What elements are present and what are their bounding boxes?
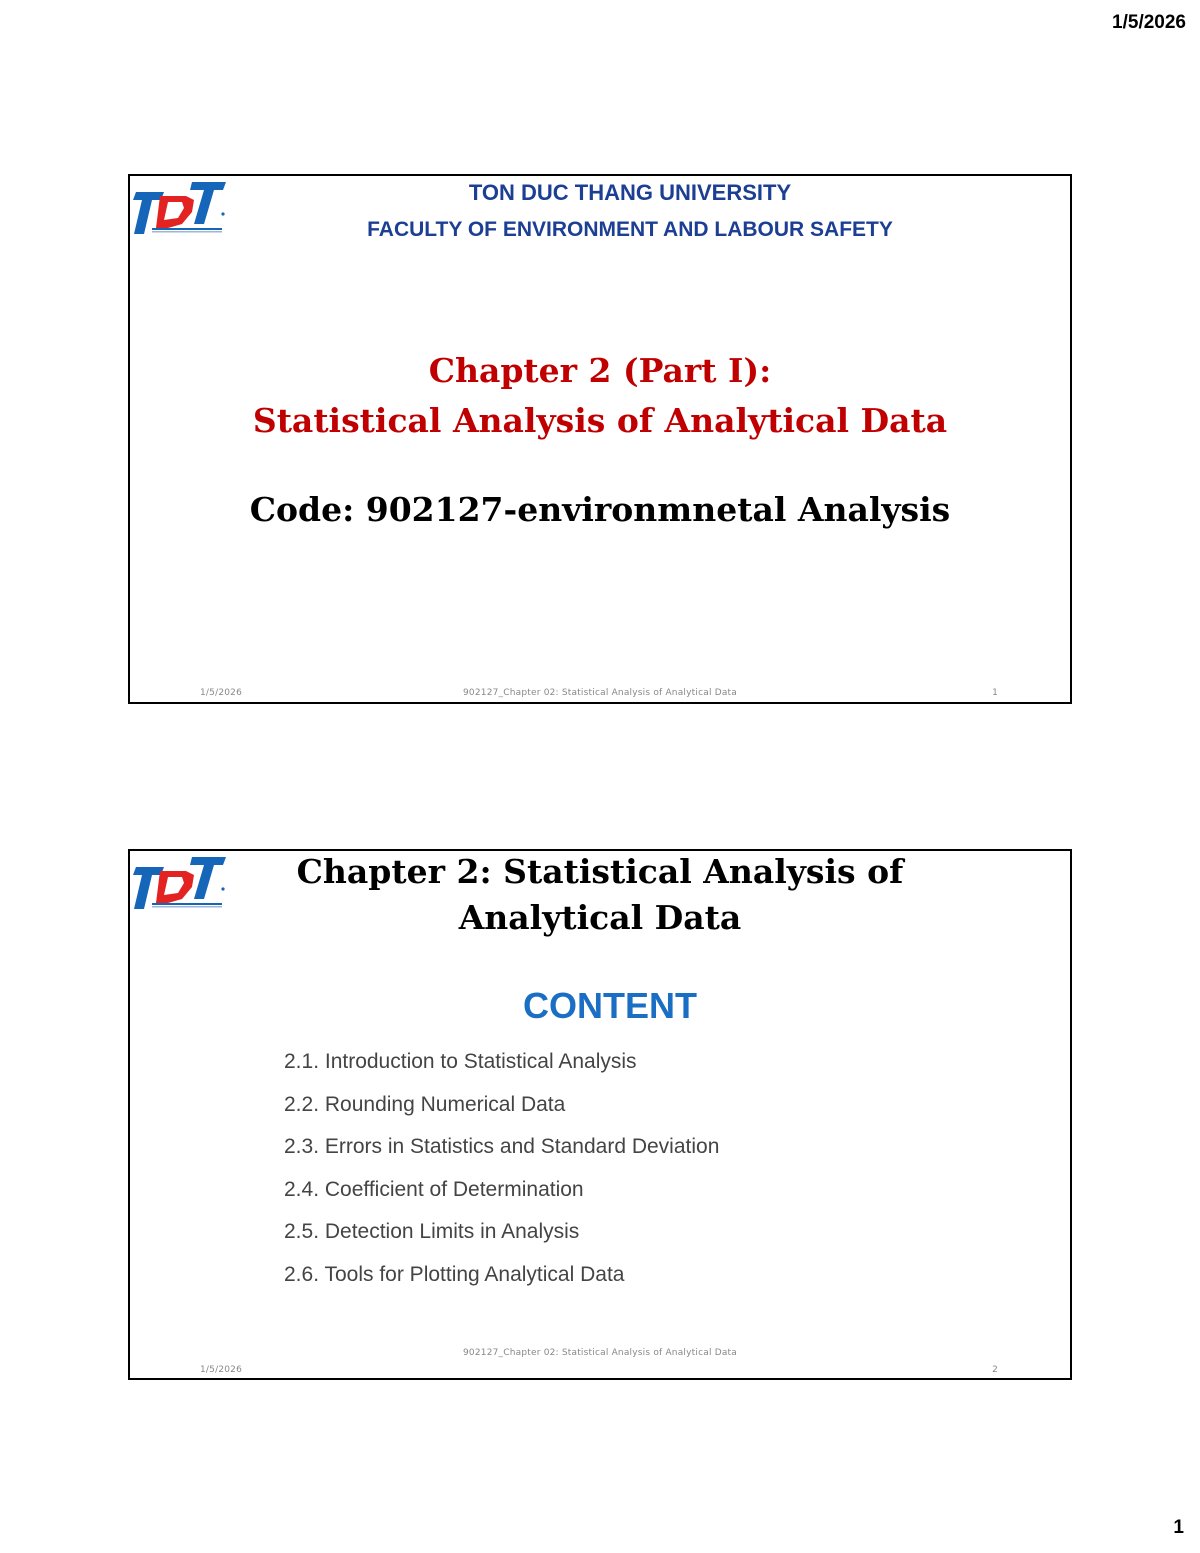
- toc-item: 2.4. Coefficient of Determination: [284, 1177, 584, 1201]
- slide-2: [128, 849, 1072, 1380]
- content-heading: CONTENT: [523, 985, 697, 1026]
- slide-1: [128, 174, 1072, 704]
- slide-footer-date: 1/5/2026: [200, 688, 243, 698]
- toc-item: 2.1. Introduction to Statistical Analysis: [284, 1050, 637, 1073]
- university-name: TON DUC THANG UNIVERSITY: [468, 180, 792, 205]
- table-of-contents: [284, 1047, 719, 1302]
- faculty-name: FACULTY OF ENVIRONMENT AND LABOUR SAFETY: [367, 218, 893, 241]
- slide-footer-title: 902127_Chapter 02: Statistical Analysis of Analytical Data: [463, 1348, 737, 1358]
- slide-footer-title: 902127_Chapter 02: Statistical Analysis of Analytical Data: [463, 688, 737, 698]
- slide-footer-number: 2: [992, 1365, 998, 1375]
- slide-footer-number: 1: [992, 688, 998, 698]
- chapter-title-line1: Chapter 2: Statistical Analysis of: [296, 852, 904, 891]
- toc-item: 2.2. Rounding Numerical Data: [284, 1092, 566, 1116]
- slide-footer-date: 1/5/2026: [200, 1365, 243, 1375]
- toc-item: 2.5. Detection Limits in Analysis: [284, 1220, 580, 1243]
- chapter-title-line2: Analytical Data: [458, 898, 742, 937]
- chapter-title-line2: Statistical Analysis of Analytical Data: [252, 401, 948, 440]
- tdt-logo: [130, 853, 228, 911]
- chapter-title-line1: Chapter 2 (Part I):: [428, 351, 772, 390]
- page-date: 1/5/2026: [1112, 12, 1186, 33]
- toc-item: 2.3. Errors in Statistics and Standard Deviation: [284, 1135, 720, 1158]
- course-code: Code: 902127-environmnetal Analysis: [249, 490, 951, 529]
- toc-item: 2.6. Tools for Plotting Analytical Data: [284, 1262, 625, 1286]
- page-number: 1: [1173, 1517, 1184, 1538]
